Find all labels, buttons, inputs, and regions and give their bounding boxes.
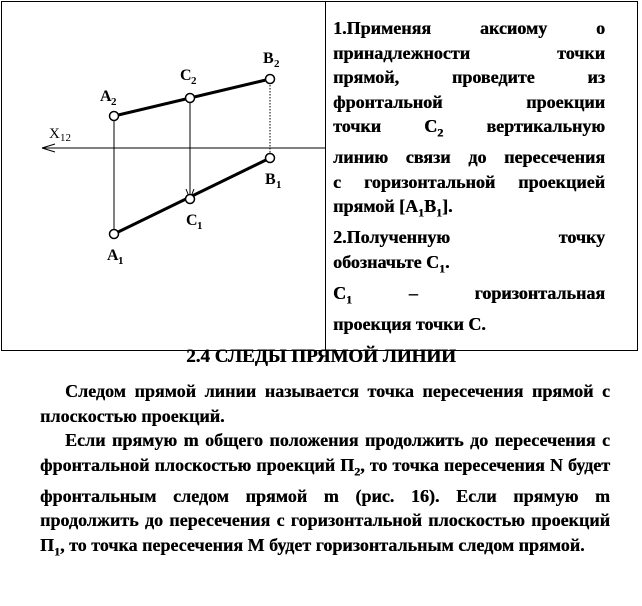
section-heading: 2.4 СЛЕДЫ ПРЯМОЙ ЛИНИИ	[186, 346, 456, 367]
projection-drawing	[0, 0, 326, 350]
instr-line-4: фронтальной проекции	[333, 91, 605, 112]
instr-line-12: проекция точки С.	[333, 313, 486, 334]
instr-line-6: линию связи до пересечения	[333, 147, 605, 168]
point-a2	[110, 112, 119, 121]
instr-line-3: прямой, проведите из	[333, 67, 605, 87]
label-b2-sub: 2	[274, 58, 280, 70]
label-b2: B	[263, 50, 274, 67]
point-a1	[110, 230, 119, 239]
label-c2: C	[180, 67, 192, 84]
label-b1: B	[265, 171, 276, 188]
instr-line-10: обозначьте $С_1$.	[333, 251, 450, 276]
label-a1: A	[107, 247, 119, 264]
paragraph-traces: Если прямую m общего положения продолжить до пересечения с фронтальной плоскостью проекций $П_2$, то точка пересечения N будет фронтальным следом прямой m (рис. 16). Если прямую m продолжить до пересечения с горизонтальной плоскостью проекций $П_1$, то точка пересечения M будет горизонтальным следом прямой.	[40, 430, 611, 559]
body-text	[40, 379, 610, 564]
point-c1	[186, 195, 195, 204]
axis-label-sub: 12	[60, 132, 71, 144]
point-b2	[266, 75, 275, 84]
defined-term: Следом прямой линии	[65, 381, 257, 401]
instr-line-1: 1.Применяя аксиому о	[333, 18, 605, 38]
point-c2	[186, 94, 195, 103]
label-c1-sub: 1	[197, 220, 203, 232]
label-a2-sub: 2	[111, 96, 117, 108]
label-c1: C	[186, 212, 198, 229]
label-a1-sub: 1	[118, 255, 124, 267]
instr-line-9: 2.Полученную точку	[333, 227, 605, 248]
instr-line-7: с горизонтальной проекцией	[333, 171, 605, 192]
axis-label: X	[49, 126, 60, 142]
instr-line-8: прямой $[А_1В_1]$.	[333, 196, 453, 220]
paragraph-definition: Следом прямой линии называется точка пересечения прямой с плоскостью проекций.	[40, 381, 610, 426]
axiom-word: аксиому	[479, 18, 548, 38]
instr-line-5: точки $С_2$ вертикальную	[333, 116, 606, 140]
label-a2: A	[100, 88, 112, 105]
instructions	[333, 16, 605, 336]
label-b1-sub: 1	[276, 179, 282, 191]
point-b1	[266, 154, 275, 163]
instr-line-11: $С_1$ – горизонтальная	[333, 282, 605, 307]
label-c2-sub: 2	[191, 75, 197, 87]
instr-line-2: принадлежности точки	[333, 42, 605, 63]
